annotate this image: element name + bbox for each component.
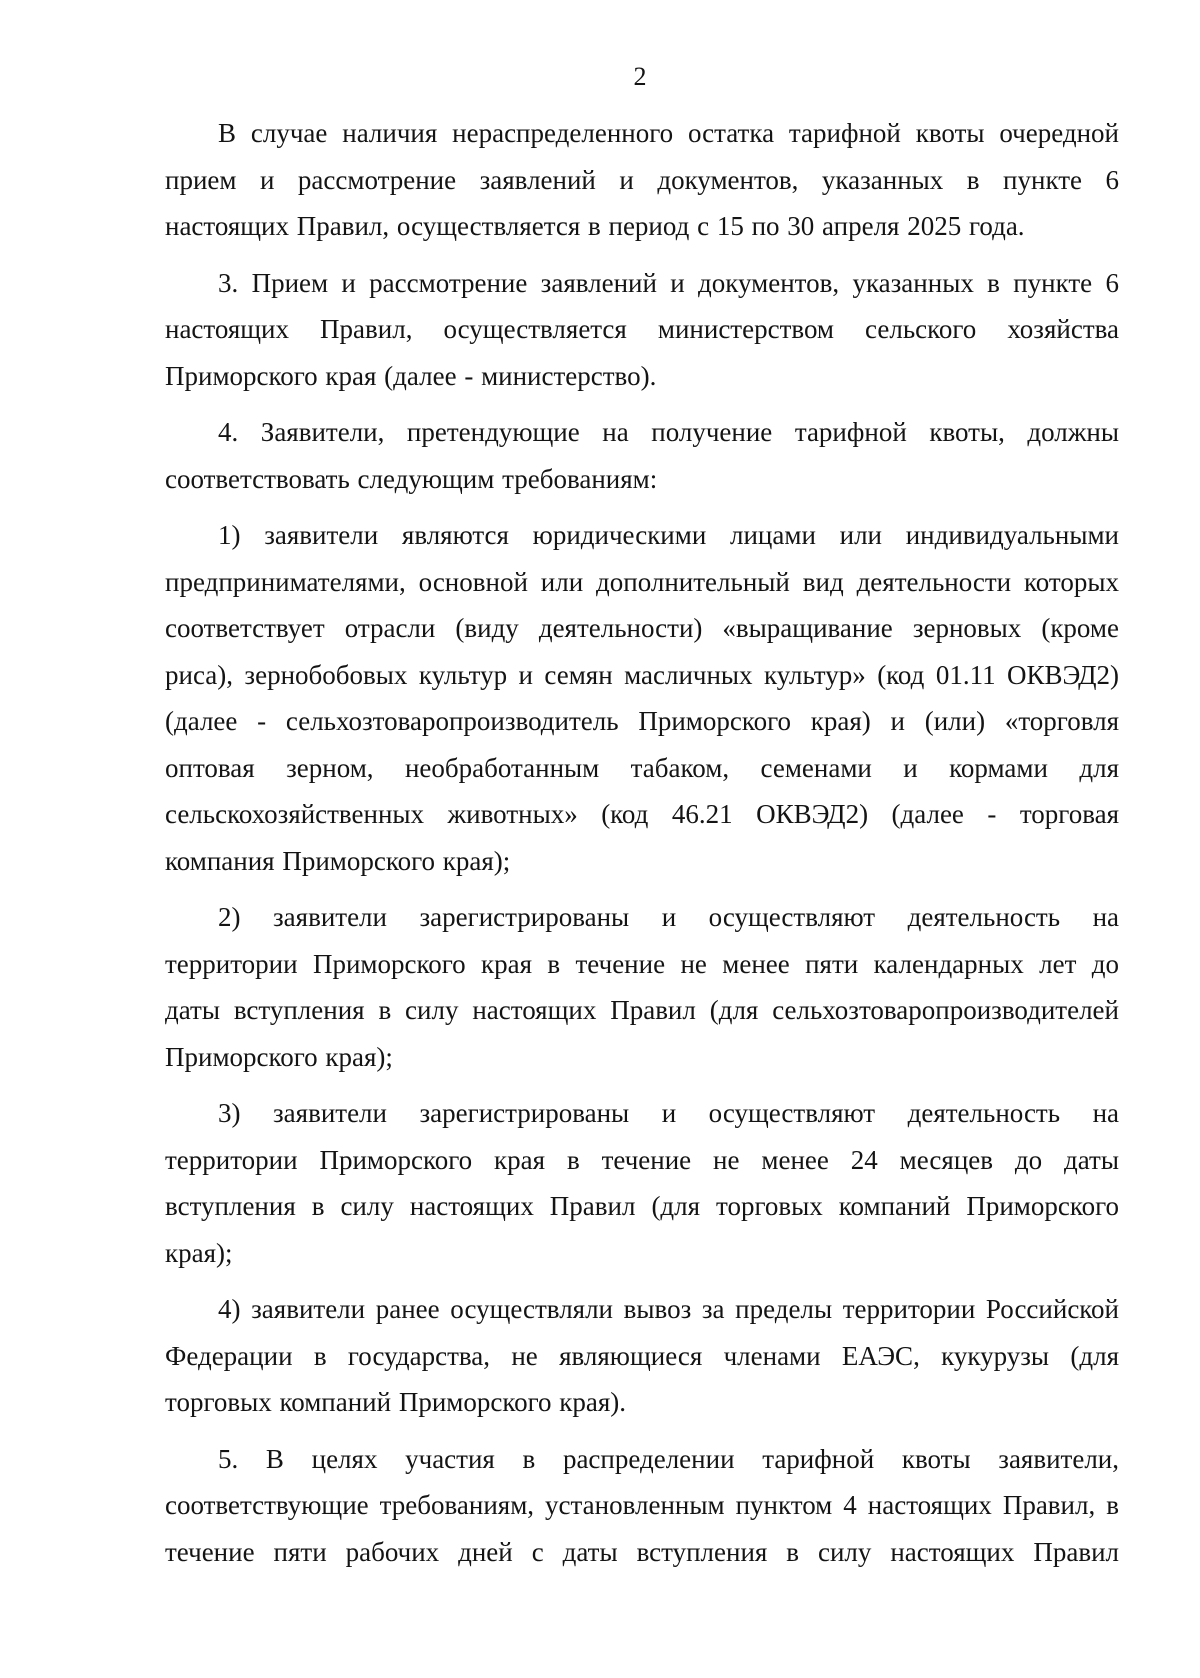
text-line: территории Приморского края в течение не менее пяти календарных лет до [165,948,1119,979]
text-line: Приморского края (далее - министерство). [165,360,657,391]
text-line: оптовая зерном, необработанным табаком, семенами и кормами для [165,752,1119,783]
text-line: настоящих Правил, осуществляется в период с 15 по 30 апреля 2025 года. [165,211,1025,241]
text-line: компания Приморского края); [165,845,511,876]
text-line: 2) заявители зарегистрированы и осуществляют деятельность на [218,902,1119,932]
text-line: Федерации в государства, не являющиеся членами ЕАЭС, кукурузы (для [165,1340,1119,1371]
text-line: предпринимателями, основной или дополнительный вид деятельности которых [165,566,1119,597]
text-line: соответствовать следующим требованиям: [165,463,658,494]
text-line: 3. Прием и рассмотрение заявлений и документов, указанных в пункте 6 [218,267,1119,298]
text-line: В случае наличия нераспределенного остатка тарифной квоты очередной [218,118,1119,148]
paragraph-requirement-3 [165,1090,1119,1276]
paragraph-item-3 [165,260,1119,400]
text-line: соответствующие требованиям, установленным пунктом 4 настоящих Правил, в [165,1490,1119,1520]
paragraph-remaining-quota [165,110,1119,250]
text-line: вступления в силу настоящих Правил (для торговых компаний Приморского [165,1191,1119,1221]
paragraph-item-5 [165,1436,1119,1576]
text-line: 4. Заявители, претендующие на получение тарифной квоты, должны [218,417,1119,447]
paragraph-requirement-1 [165,512,1119,884]
text-line: течение пяти рабочих дней с даты вступления в силу настоящих Правил [165,1536,1119,1567]
text-line: территории Приморского края в течение не менее 24 месяцев до даты [165,1144,1119,1175]
text-line: торговых компаний Приморского края). [165,1387,627,1417]
text-line: сельскохозяйственных животных» (код 46.21 ОКВЭД2) (далее - торговая [165,799,1119,829]
text-line: даты вступления в силу настоящих Правил (для сельхозтоваропроизводителей [165,995,1119,1025]
text-line: прием и рассмотрение заявлений и документов, указанных в пункте 6 [165,164,1119,195]
text-line: 3) заявители зарегистрированы и осуществляют деятельность на [218,1098,1119,1128]
text-line: настоящих Правил, осуществляется министерством сельского хозяйства [165,314,1119,344]
page-number: 2 [633,62,647,91]
text-line: Приморского края); [165,1041,393,1072]
text-line: 5. В целях участия в распределении тарифной квоты заявители, [218,1443,1119,1474]
text-line: соответствует отрасли (виду деятельности) «выращивание зерновых (кроме [165,613,1119,643]
paragraph-requirement-2 [165,894,1119,1080]
paragraph-item-4 [165,409,1119,502]
text-line: 1) заявители являются юридическими лицами или индивидуальными [218,520,1119,550]
text-line: 4) заявители ранее осуществляли вывоз за пределы территории Российской [218,1294,1119,1324]
paragraph-requirement-4 [165,1286,1119,1426]
document-body [165,110,1119,1585]
text-line: (далее - сельхозтоваропроизводитель Приморского края) и (или) «торговля [165,706,1119,736]
text-line: края); [165,1237,233,1268]
text-line: риса), зернобобовых культур и семян масличных культур» (код 01.11 ОКВЭД2) [165,659,1119,690]
